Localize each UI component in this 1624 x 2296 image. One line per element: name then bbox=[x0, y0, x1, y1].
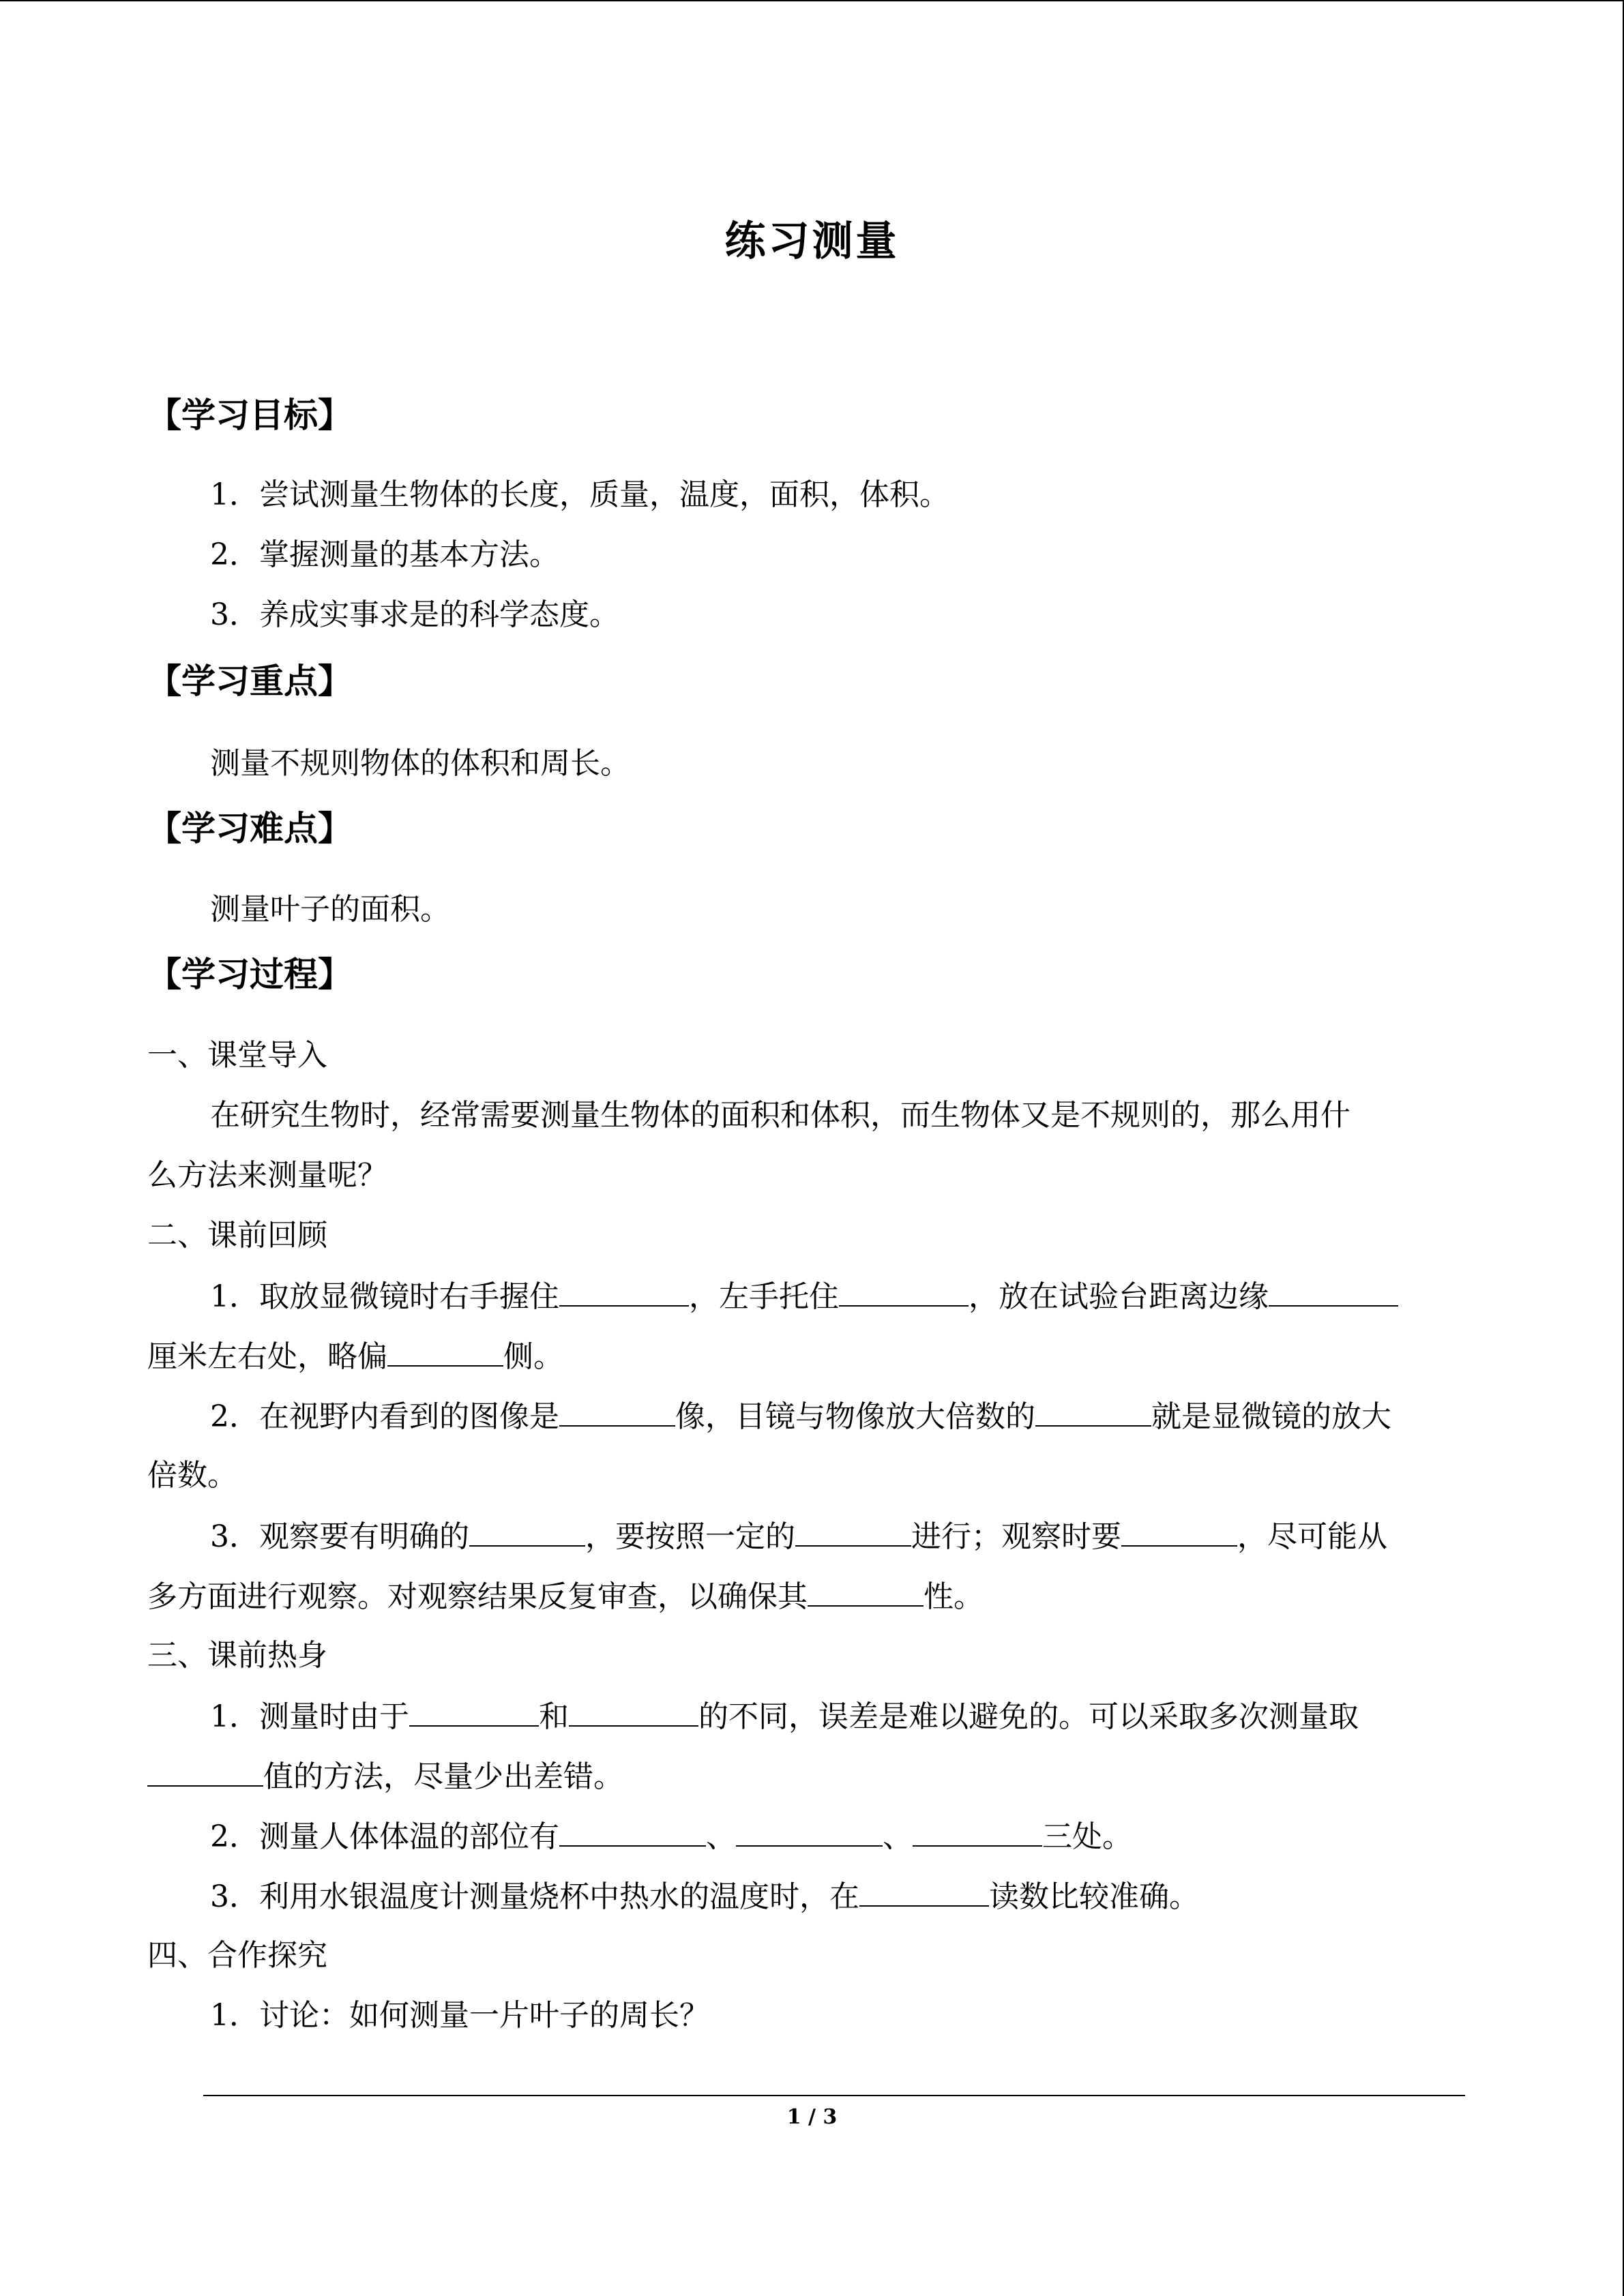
fill-blank[interactable] bbox=[147, 1755, 263, 1787]
fill-blank[interactable] bbox=[913, 1815, 1042, 1847]
review-q1-line-1 bbox=[210, 1275, 1398, 1317]
review-q2-line-1 bbox=[210, 1395, 1391, 1437]
goal-item-2: 2．掌握测量的基本方法。 bbox=[210, 537, 559, 572]
warmup-q1-line-1 bbox=[210, 1695, 1359, 1738]
q-text: 1．测量时由于 bbox=[210, 1699, 409, 1734]
difficulties-text: 测量叶子的面积。 bbox=[210, 892, 450, 927]
q-text: 3．利用水银温度计测量烧杯中热水的温度时，在 bbox=[210, 1879, 859, 1914]
q-text: 厘米左右处，略偏 bbox=[147, 1339, 387, 1374]
section-warmup-title: 三、课前热身 bbox=[147, 1638, 327, 1673]
q-text: 值的方法，尽量少出差错。 bbox=[263, 1759, 623, 1794]
page-title: 练习测量 bbox=[724, 218, 900, 265]
q-text: 多方面进行观察。对观察结果反复审查，以确保其 bbox=[147, 1579, 808, 1614]
q-text: ，尽可能从 bbox=[1237, 1519, 1387, 1554]
warmup-q3 bbox=[210, 1875, 1199, 1918]
q-text: ，左手托住 bbox=[689, 1279, 839, 1314]
q-text: ，放在试验台距离边缘 bbox=[969, 1279, 1269, 1314]
heading-difficulties: 【学习难点】 bbox=[147, 809, 352, 848]
q-text: 像，目镜与物像放大倍数的 bbox=[675, 1399, 1035, 1434]
q-text: 三处。 bbox=[1042, 1819, 1132, 1854]
q-text: 、 bbox=[706, 1819, 736, 1854]
q-text: 和 bbox=[539, 1699, 569, 1734]
warmup-q1-line-2 bbox=[147, 1755, 623, 1798]
footer-divider bbox=[203, 2095, 1465, 2096]
heading-process: 【学习过程】 bbox=[147, 955, 352, 994]
q-text: 、 bbox=[883, 1819, 913, 1854]
fill-blank[interactable] bbox=[469, 1515, 585, 1547]
q-text: 1．取放显微镜时右手握住 bbox=[210, 1279, 559, 1314]
explore-q1: 1．讨论：如何测量一片叶子的周长？ bbox=[210, 1998, 709, 2033]
fill-blank[interactable] bbox=[1121, 1515, 1237, 1547]
q-text: 2．在视野内看到的图像是 bbox=[210, 1399, 559, 1434]
fill-blank[interactable] bbox=[559, 1275, 689, 1307]
q-text: 读数比较准确。 bbox=[989, 1879, 1199, 1914]
fill-blank[interactable] bbox=[839, 1275, 969, 1307]
q-text: 性。 bbox=[924, 1579, 984, 1614]
goal-item-1: 1．尝试测量生物体的长度，质量，温度，面积，体积。 bbox=[210, 477, 949, 512]
intro-paragraph-line-1: 在研究生物时，经常需要测量生物体的面积和体积，而生物体又是不规则的，那么用什 bbox=[210, 1098, 1350, 1133]
heading-key-points: 【学习重点】 bbox=[147, 661, 352, 701]
section-review-title: 二、课前回顾 bbox=[147, 1218, 327, 1253]
fill-blank[interactable] bbox=[795, 1515, 911, 1547]
goal-item-3: 3．养成实事求是的科学态度。 bbox=[210, 597, 619, 632]
q-text: 3．观察要有明确的 bbox=[210, 1519, 469, 1554]
q-text: ，要按照一定的 bbox=[585, 1519, 795, 1554]
q-text: 2．测量人体体温的部位有 bbox=[210, 1819, 559, 1854]
heading-goals: 【学习目标】 bbox=[147, 396, 352, 435]
section-explore-title: 四、合作探究 bbox=[147, 1938, 327, 1973]
q-text: 的不同，误差是难以避免的。可以采取多次测量取 bbox=[698, 1699, 1359, 1734]
page-number: 1 / 3 bbox=[786, 2105, 838, 2129]
q-text: 进行；观察时要 bbox=[911, 1519, 1121, 1554]
q-text: 侧。 bbox=[503, 1339, 563, 1374]
warmup-q2 bbox=[210, 1815, 1132, 1858]
intro-paragraph-line-2: 么方法来测量呢？ bbox=[147, 1158, 387, 1193]
fill-blank[interactable] bbox=[1269, 1275, 1398, 1307]
review-q3-line-1 bbox=[210, 1515, 1387, 1557]
review-q1-line-2 bbox=[147, 1335, 563, 1377]
review-q3-line-2 bbox=[147, 1575, 984, 1617]
fill-blank[interactable] bbox=[1035, 1395, 1151, 1427]
fill-blank[interactable] bbox=[559, 1815, 706, 1847]
section-intro-title: 一、课堂导入 bbox=[147, 1038, 327, 1073]
fill-blank[interactable] bbox=[559, 1395, 675, 1427]
review-q2-line-2: 倍数。 bbox=[147, 1458, 237, 1493]
q-text: 就是显微镜的放大 bbox=[1151, 1399, 1391, 1434]
fill-blank[interactable] bbox=[409, 1695, 539, 1727]
fill-blank[interactable] bbox=[569, 1695, 698, 1727]
fill-blank[interactable] bbox=[736, 1815, 883, 1847]
key-points-text: 测量不规则物体的体积和周长。 bbox=[210, 746, 630, 781]
fill-blank[interactable] bbox=[859, 1875, 989, 1907]
fill-blank[interactable] bbox=[808, 1575, 924, 1607]
fill-blank[interactable] bbox=[387, 1335, 503, 1367]
